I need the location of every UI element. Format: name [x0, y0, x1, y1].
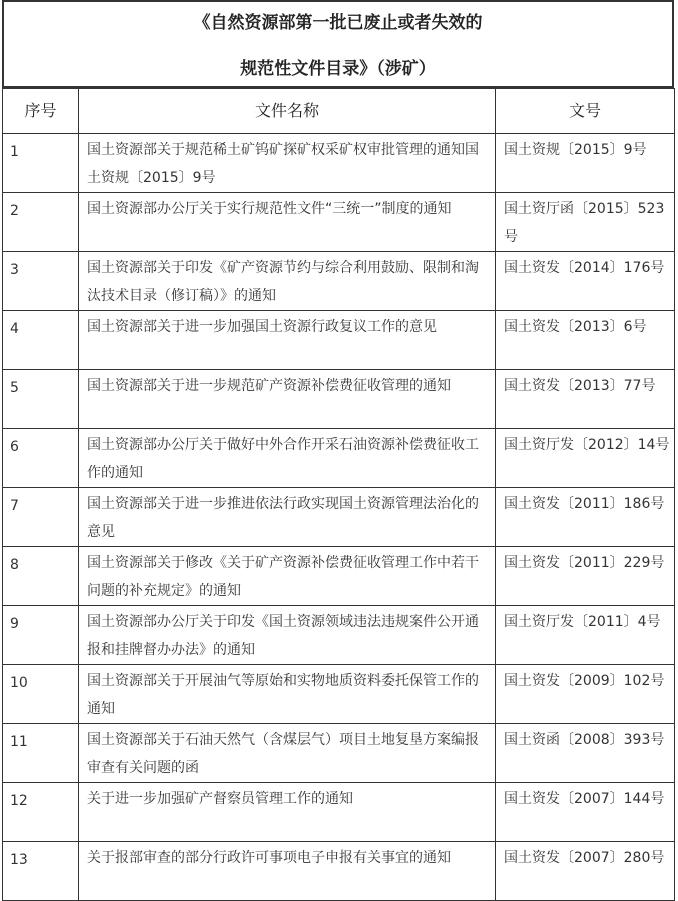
- table-row: [3, 252, 675, 311]
- table-row: [3, 842, 675, 901]
- row-document-name: 国土资源部关于石油天然气（含煤层气）项目土地复垦方案编报审查有关问题的函: [79, 724, 496, 783]
- row-number: 10: [3, 665, 79, 724]
- row-number: 6: [3, 429, 79, 488]
- row-document-name: 国土资源部关于进一步加强国土资源行政复议工作的意见: [79, 311, 496, 370]
- row-document-code: 国土资规〔2015〕9号: [496, 134, 675, 193]
- table-row: [3, 547, 675, 606]
- table-row: [3, 370, 675, 429]
- row-number: 13: [3, 842, 79, 901]
- row-document-name: 关于报部审查的部分行政许可事项电子申报有关事宜的通知: [79, 842, 496, 901]
- title-line-2: 规范性文件目录》（涉矿）: [240, 59, 436, 79]
- row-document-name: 国土资源部关于进一步规范矿产资源补偿费征收管理的通知: [79, 370, 496, 429]
- document-title: [2, 0, 674, 88]
- table-row: [3, 665, 675, 724]
- title-line-1: 《自然资源部第一批已废止或者失效的: [193, 13, 483, 33]
- column-header-number: 序号: [3, 89, 79, 134]
- row-number: 2: [3, 193, 79, 252]
- table-row: [3, 134, 675, 193]
- row-number: 3: [3, 252, 79, 311]
- row-document-code: 国土资发〔2007〕280号: [496, 842, 675, 901]
- table-header-row: [3, 89, 675, 134]
- row-number: 9: [3, 606, 79, 665]
- row-document-name: 国土资源部办公厅关于实行规范性文件“三统一”制度的通知: [79, 193, 496, 252]
- row-number: 5: [3, 370, 79, 429]
- row-document-name: 国土资源部办公厅关于印发《国土资源领域违法违规案件公开通报和挂牌督办办法》的通知: [79, 606, 496, 665]
- row-number: 4: [3, 311, 79, 370]
- row-number: 8: [3, 547, 79, 606]
- row-document-code: 国土资厅发〔2011〕4号: [496, 606, 675, 665]
- row-document-name: 关于进一步加强矿产督察员管理工作的通知: [79, 783, 496, 842]
- row-document-name: 国土资源部关于印发《矿产资源节约与综合利用鼓励、限制和淘汰技术目录（修订稿）》的通知: [79, 252, 496, 311]
- table-row: [3, 193, 675, 252]
- row-document-code: 国土资发〔2011〕186号: [496, 488, 675, 547]
- table-row: [3, 783, 675, 842]
- row-document-code: 国土资发〔2011〕229号: [496, 547, 675, 606]
- row-document-name: 国土资源部关于开展油气等原始和实物地质资料委托保管工作的通知: [79, 665, 496, 724]
- row-number: 11: [3, 724, 79, 783]
- row-document-code: 国土资厅发〔2012〕14号: [496, 429, 675, 488]
- row-document-code: 国土资发〔2007〕144号: [496, 783, 675, 842]
- row-number: 7: [3, 488, 79, 547]
- table-row: [3, 606, 675, 665]
- table-row: [3, 311, 675, 370]
- row-document-code: 国土资发〔2013〕77号: [496, 370, 675, 429]
- row-document-name: 国土资源部办公厅关于做好中外合作开采石油资源补偿费征收工作的通知: [79, 429, 496, 488]
- row-document-name: 国土资源部关于修改《关于矿产资源补偿费征收管理工作中若干问题的补充规定》的通知: [79, 547, 496, 606]
- document-list-table: [2, 88, 675, 901]
- row-number: 1: [3, 134, 79, 193]
- column-header-name: 文件名称: [79, 89, 496, 134]
- table-row: [3, 724, 675, 783]
- row-document-code: 国土资函〔2008〕393号: [496, 724, 675, 783]
- row-document-name: 国土资源部关于规范稀土矿钨矿探矿权采矿权审批管理的通知国土资规〔2015〕9号: [79, 134, 496, 193]
- row-document-code: 国土资发〔2013〕6号: [496, 311, 675, 370]
- row-document-code: 国土资发〔2014〕176号: [496, 252, 675, 311]
- table-row: [3, 488, 675, 547]
- row-document-code: 国土资厅函〔2015〕523号: [496, 193, 675, 252]
- column-header-code: 文号: [496, 89, 675, 134]
- table-row: [3, 429, 675, 488]
- row-number: 12: [3, 783, 79, 842]
- row-document-code: 国土资发〔2009〕102号: [496, 665, 675, 724]
- row-document-name: 国土资源部关于进一步推进依法行政实现国土资源管理法治化的意见: [79, 488, 496, 547]
